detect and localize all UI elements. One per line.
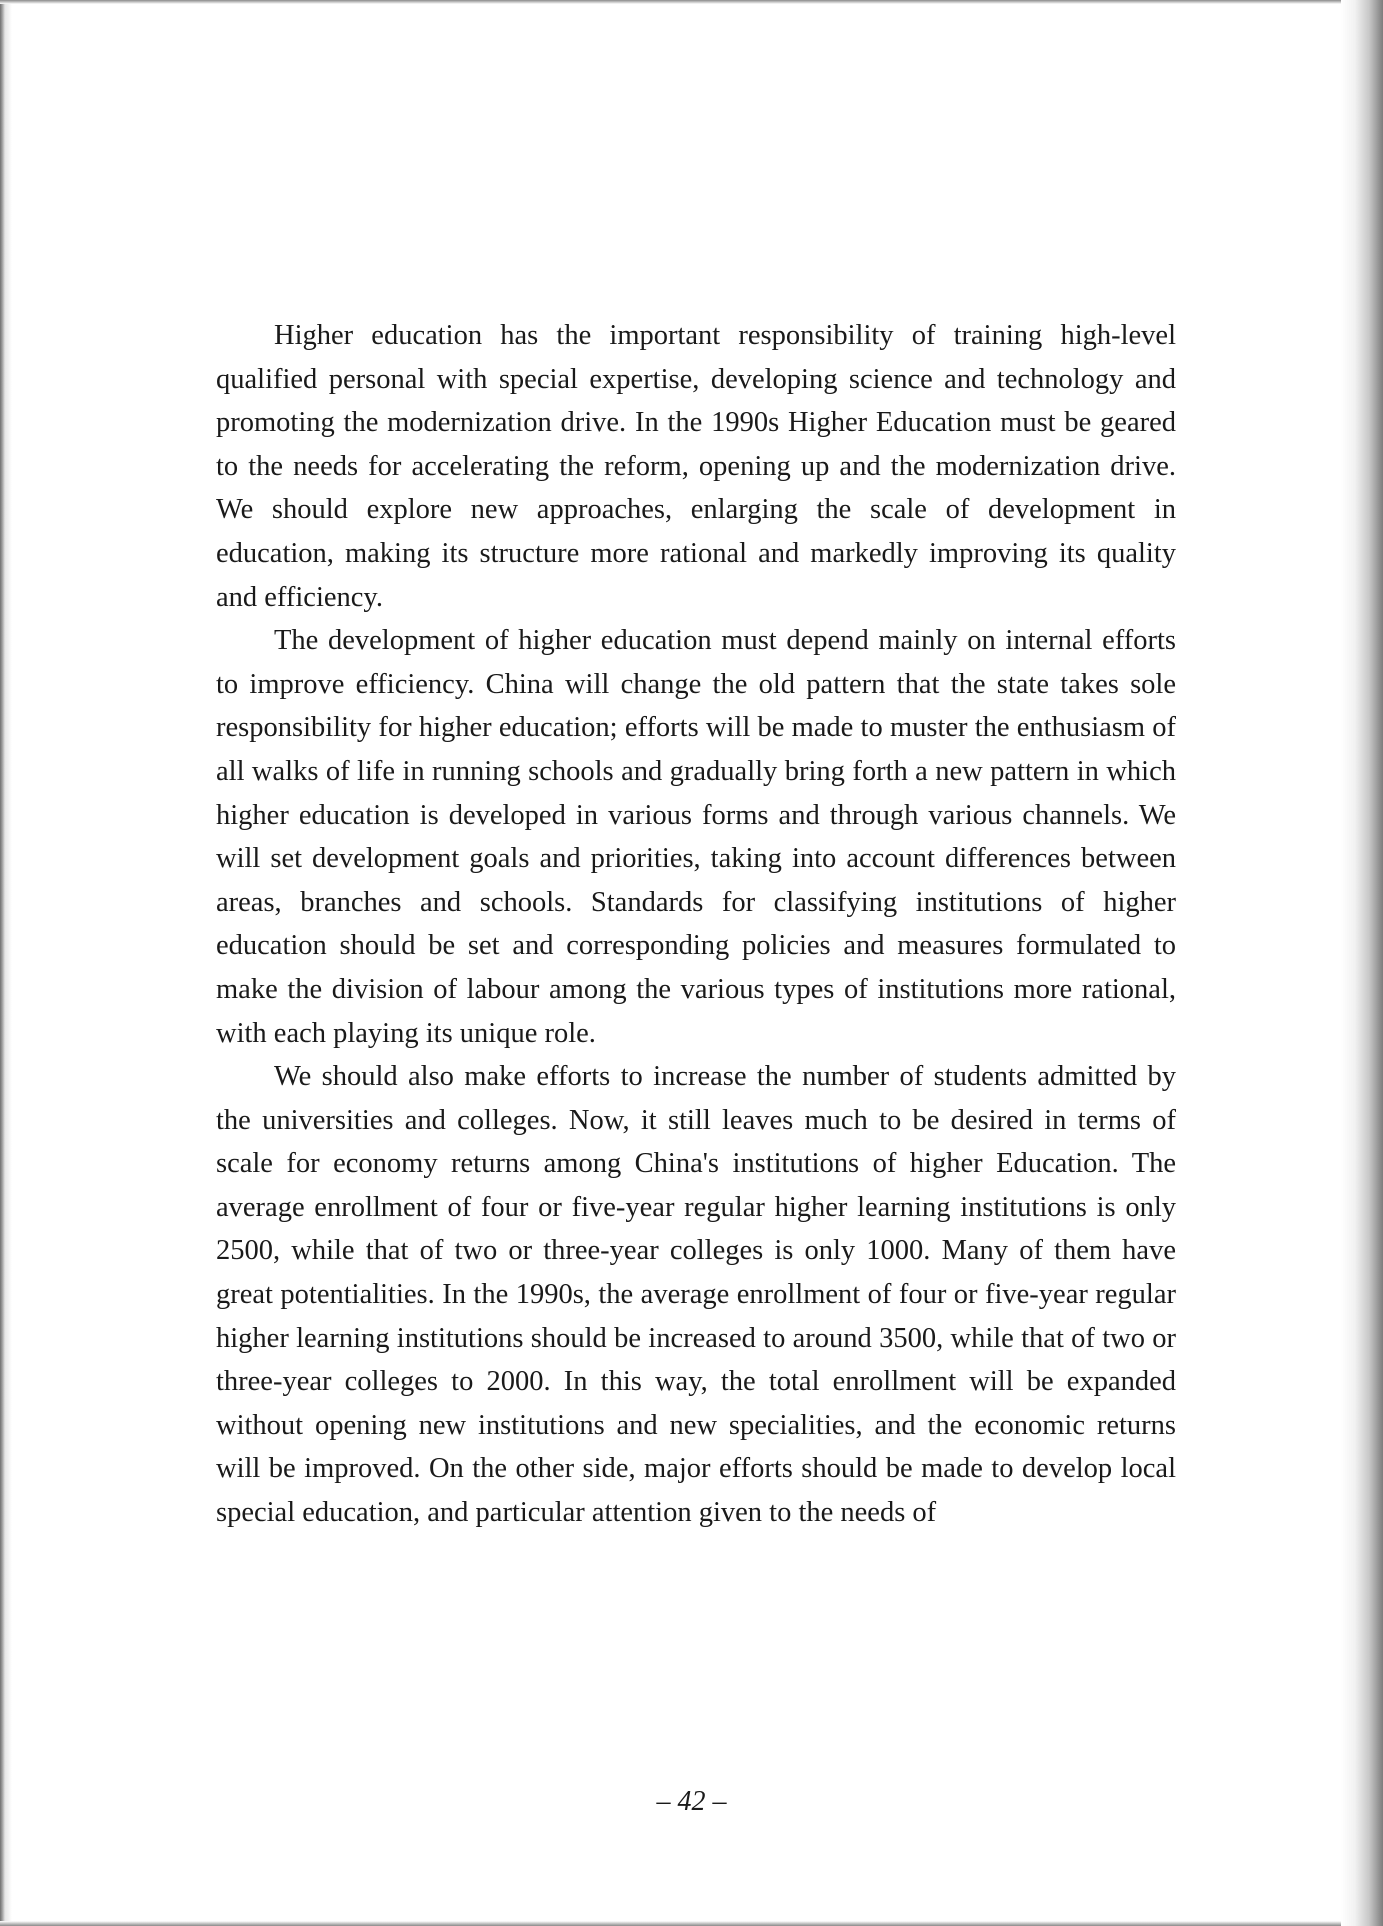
- page-number: – 42 –: [656, 1786, 727, 1817]
- body-text: [216, 314, 1176, 1535]
- page-binding-shadow: [1341, 0, 1383, 1926]
- page-bottom-edge: [0, 1921, 1383, 1926]
- paragraph-1: Higher education has the important responsibility of training high-level qualified personal with special expertise, developing science and technology and promoting the modernization drive. In the 1990s Higher Education must be geared to the needs for accelerating the reform, opening up and the modernization drive. We should explore new approaches, enlarging the scale of development in education, making its structure more rational and markedly improving its quality and efficiency.: [216, 320, 1176, 613]
- page-top-edge: [0, 0, 1383, 4]
- page-left-edge: [0, 0, 12, 1926]
- paragraph-2: The development of higher education must depend mainly on internal efforts to improve efficiency. China will change the old pattern that the state takes sole responsibility for higher education; efforts will be made to muster the enthusiasm of all walks of life in running schools and gradually bring forth a new pattern in which higher education is developed in various forms and through various channels. We will set development goals and priorities, taking into account differences between areas, branches and schools. Standards for classifying institutions of higher education should be set and corresponding policies and measures formulated to make the division of labour among the various types of institutions more rational, with each playing its unique role.: [216, 625, 1176, 1049]
- paragraph-3: We should also make efforts to increase the number of students admitted by the universities and colleges. Now, it still leaves much to be desired in terms of scale for economy returns among China's institutions of higher Education. The average enrollment of four or five-year regular higher learning institutions is only 2500, while that of two or three-year colleges is only 1000. Many of them have great potentialities. In the 1990s, the average enrollment of four or five-year regular higher learning institutions should be increased to around 3500, while that of two or three-year colleges to 2000. In this way, the total enrollment will be expanded without opening new institutions and new specialities, and the economic returns will be improved. On the other side, major efforts should be made to develop local special education, and particular attention given to the needs of: [216, 1061, 1176, 1529]
